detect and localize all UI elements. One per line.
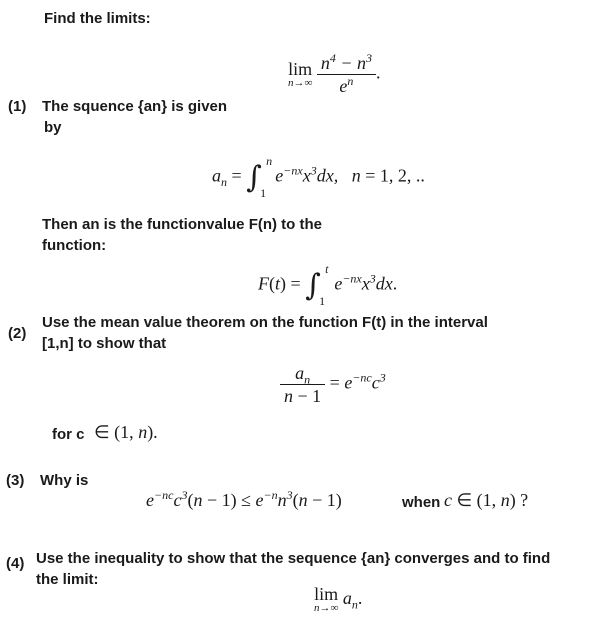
part3-number: (3) (6, 472, 25, 489)
part1-then-line1: Then an is the functionvalue F(n) to the (42, 216, 322, 233)
part2-text-line2: [1,n] to show that (42, 335, 167, 352)
part3-text: Why is (40, 472, 89, 489)
c-interval-formula: ∈ (1, n). (94, 422, 158, 442)
final-limit-formula: lim n→∞ $a_n$. (314, 584, 363, 614)
top-limit-formula: lim n→∞ $\frac{n^4 - n^3}{e^n}$ . (288, 51, 381, 96)
part1-then-line2: function: (42, 237, 107, 254)
part2-for-c: for c (52, 426, 85, 443)
part4-number: (4) (6, 555, 25, 572)
part4-text-line1: Use the inequality to show that the sequence {an} converges and to find (36, 550, 551, 567)
heading: Find the limits: (44, 10, 151, 27)
inequality-formula: $e^{-nc}c^3(n - 1) \le e^{-n}n^3(n - 1)$ (146, 488, 342, 510)
mean-value-formula: $\frac{a_n}{n - 1}$ = $e^{-nc}c^3$ (280, 362, 386, 407)
when-condition-formula: c ∈ (1, n) ? (444, 490, 529, 510)
part2-text-line1: Use the mean value theorem on the function F(t) in the interval (42, 314, 488, 331)
part1-text-line2: by (44, 119, 62, 136)
sequence-definition-formula: $a_n$ = ∫ n 1 $e^{-nx}x^3dx$, n = 1, 2, .. (212, 154, 425, 200)
part2-number: (2) (8, 325, 27, 342)
function-definition-formula: F(t) = ∫ t 1 $e^{-nx}x^3dx$. (258, 262, 398, 308)
part3-when: when (402, 494, 441, 511)
part1-number: (1) (8, 98, 27, 115)
part1-text-line1: The squence {an} is given (42, 98, 228, 115)
part4-text-line2: the limit: (36, 571, 99, 588)
